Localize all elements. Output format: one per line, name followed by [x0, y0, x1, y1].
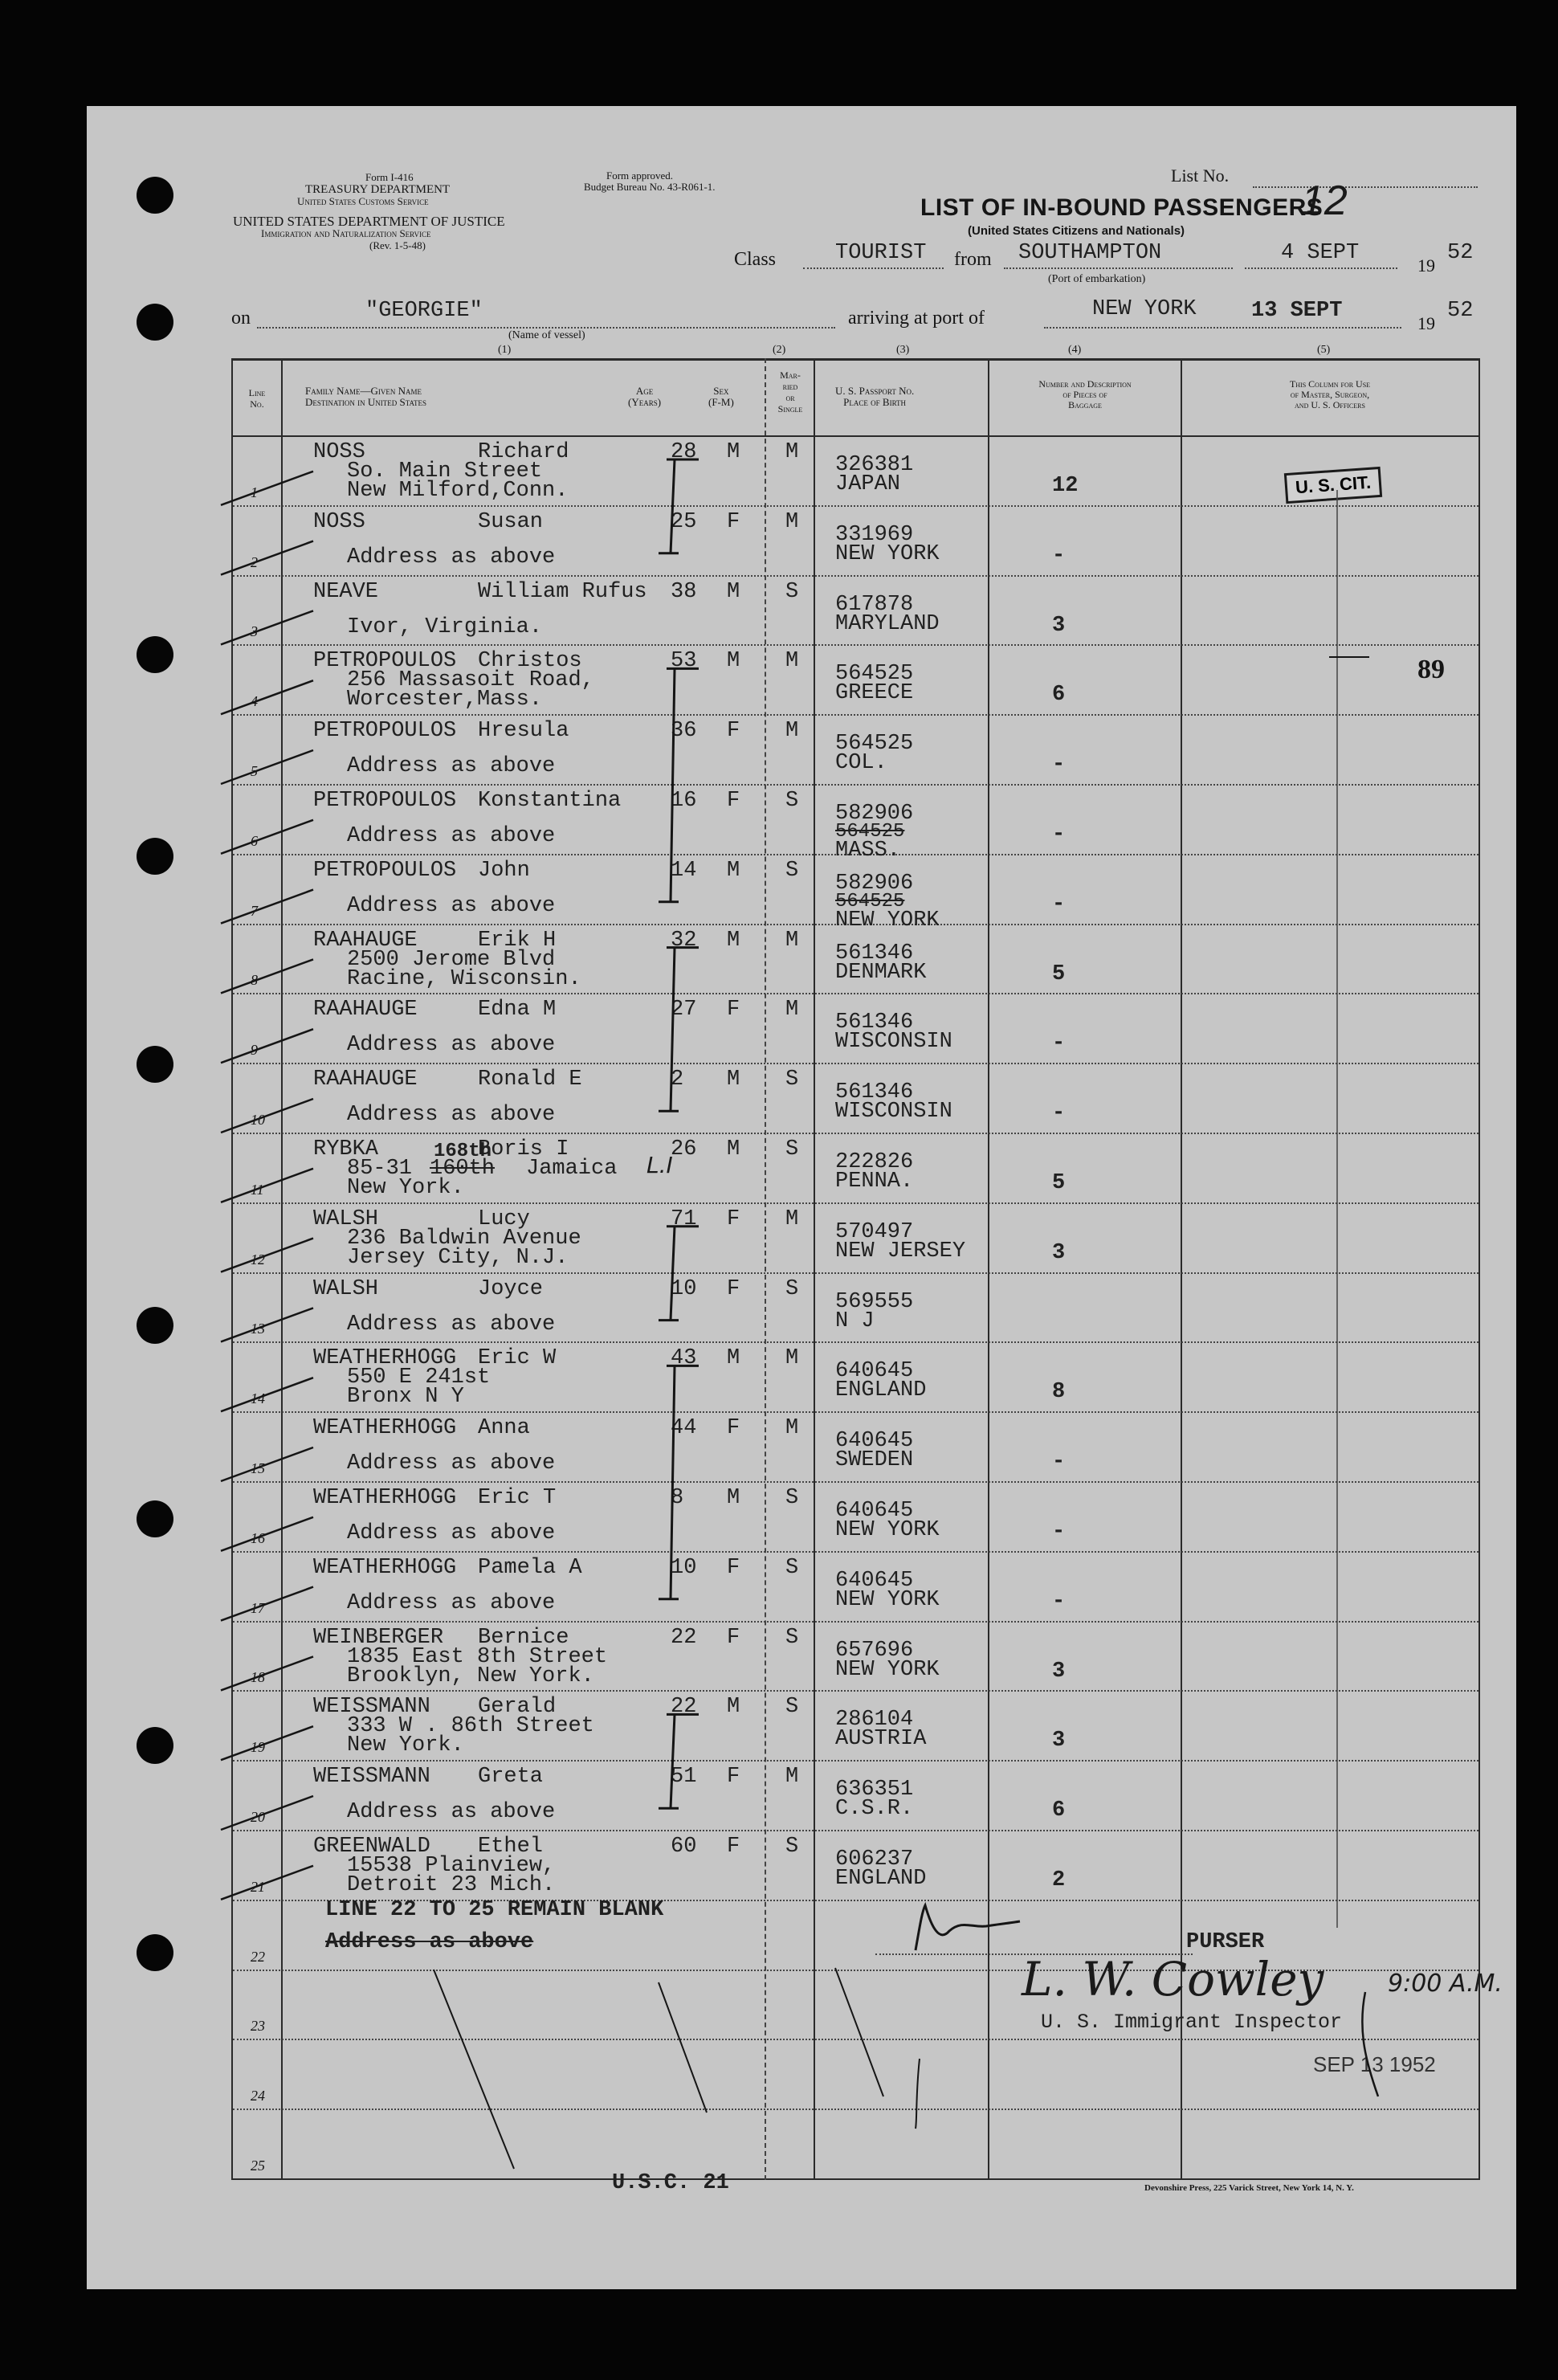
- place-of-birth: WISCONSIN: [835, 1030, 952, 1054]
- given-name: Ethel: [478, 1835, 544, 1859]
- passport-number: 606237: [835, 1847, 914, 1872]
- arrival-year: 52: [1447, 299, 1474, 323]
- passport-number: 640645: [835, 1569, 914, 1593]
- address-line: Address as above: [347, 1103, 556, 1127]
- revision: (Rev. 1-5-48): [369, 239, 426, 251]
- marital-status: M: [785, 1346, 799, 1370]
- given-name: Richard: [478, 440, 569, 464]
- sex: M: [727, 1486, 740, 1510]
- marital-status: S: [785, 1835, 799, 1859]
- port-of-embarkation: SOUTHAMPTON: [1018, 241, 1162, 265]
- given-name: Edna M: [478, 998, 557, 1022]
- baggage-count: -: [1052, 1590, 1066, 1614]
- address-line: Address as above: [347, 1451, 556, 1476]
- justice-dept: UNITED STATES DEPARTMENT OF JUSTICE: [233, 214, 505, 229]
- address-line: Address as above: [347, 894, 556, 918]
- passenger-count: 89: [1417, 655, 1445, 684]
- marital-status: S: [785, 1486, 799, 1510]
- address-line: New York.: [347, 1733, 464, 1757]
- age: 25: [671, 510, 697, 534]
- sex: M: [727, 1695, 740, 1719]
- line-number: 8: [251, 972, 258, 988]
- given-name: Konstantina: [478, 789, 622, 813]
- marital-status: M: [785, 649, 799, 673]
- sex: F: [727, 1765, 740, 1789]
- given-name: Erik H: [478, 929, 557, 953]
- age: 14: [671, 859, 697, 883]
- address-line: 1835 East 8th Street: [347, 1645, 608, 1669]
- col-num: (2): [773, 344, 786, 356]
- address-line: Racine, Wisconsin.: [347, 967, 581, 991]
- header-officers: This Column for Use of Master, Surgeon, and U. S. Officers: [1289, 378, 1371, 410]
- passport-number: 640645: [835, 1429, 914, 1453]
- sex: M: [727, 1068, 740, 1092]
- baggage-count: 12: [1052, 474, 1079, 498]
- year-prefix: 19: [1417, 255, 1435, 276]
- sex: F: [727, 998, 740, 1022]
- address-line: So. Main Street: [347, 459, 543, 484]
- sex: M: [727, 1137, 740, 1161]
- passport-number: 582906: [835, 802, 914, 826]
- baggage-count: 3: [1052, 1659, 1066, 1684]
- passport-number: 561346: [835, 1010, 914, 1035]
- given-name: William Rufus: [478, 580, 647, 604]
- given-name: Gerald: [478, 1695, 557, 1719]
- family-name: PETROPOULOS: [313, 719, 457, 743]
- address-struck: 160th: [430, 1157, 496, 1181]
- arriving-label: arriving at port of: [848, 308, 985, 329]
- family-name: WEATHERHOGG: [313, 1346, 457, 1370]
- address-line: Address as above: [347, 1591, 556, 1615]
- age: 26: [671, 1137, 697, 1161]
- place-of-birth: JAPAN: [835, 472, 901, 496]
- passport-number: 570497: [835, 1220, 914, 1244]
- sex: F: [727, 1556, 740, 1580]
- sex: M: [727, 649, 740, 673]
- place-of-birth: DENMARK: [835, 961, 927, 985]
- marital-status: S: [785, 1068, 799, 1092]
- family-name: NOSS: [313, 510, 365, 534]
- age: 60: [671, 1835, 697, 1859]
- sex: M: [727, 440, 740, 464]
- family-name: RAAHAUGE: [313, 929, 418, 953]
- passport-number: 222826: [835, 1150, 914, 1174]
- sex: F: [727, 719, 740, 743]
- arrival-port: NEW YORK: [1092, 297, 1197, 321]
- sex: F: [727, 1626, 740, 1650]
- family-name: RAAHAUGE: [313, 998, 418, 1022]
- line-number: 16: [251, 1530, 265, 1546]
- header-age: Age (Years): [628, 385, 662, 408]
- family-name: RYBKA: [313, 1137, 379, 1161]
- family-name: RAAHAUGE: [313, 1068, 418, 1092]
- baggage-count: -: [1052, 1031, 1066, 1055]
- embark-date: 4 SEPT: [1281, 241, 1360, 265]
- line-number: 24: [251, 2088, 265, 2104]
- passport-number: 331969: [835, 523, 914, 547]
- baggage-count: -: [1052, 823, 1066, 847]
- place-of-birth: WISCONSIN: [835, 1100, 952, 1124]
- baggage-count: -: [1052, 544, 1066, 568]
- family-name: NOSS: [313, 440, 365, 464]
- line-number: 9: [251, 1042, 258, 1058]
- line-number: 3: [251, 623, 258, 639]
- place-of-birth: SWEDEN: [835, 1448, 914, 1472]
- form-approved: Form approved.: [606, 169, 674, 182]
- struck-address: Address as above: [325, 1930, 534, 1954]
- marital-status: S: [785, 789, 799, 813]
- age: 27: [671, 998, 697, 1022]
- address-line: New Milford,Conn.: [347, 479, 569, 503]
- sex: F: [727, 1207, 740, 1231]
- family-name: WEATHERHOGG: [313, 1416, 457, 1440]
- baggage-count: 8: [1052, 1380, 1066, 1404]
- baggage-count: 6: [1052, 683, 1066, 707]
- header-line-no: Line No.: [248, 387, 266, 410]
- passport-number: 561346: [835, 1080, 914, 1104]
- sex: M: [727, 1346, 740, 1370]
- passport-number: 286104: [835, 1708, 914, 1732]
- baggage-count: -: [1052, 1520, 1066, 1544]
- address-line: Address as above: [347, 1033, 556, 1057]
- baggage-count: -: [1052, 892, 1066, 916]
- line-number: 1: [251, 484, 258, 500]
- line-number: 5: [251, 763, 258, 779]
- line-number: 23: [251, 2018, 265, 2034]
- budget-bureau: Budget Bureau No. 43-R061-1.: [584, 181, 716, 193]
- line-number: 6: [251, 833, 258, 849]
- given-name: Susan: [478, 510, 544, 534]
- line-number: 22: [251, 1949, 265, 1965]
- address-line: Address as above: [347, 754, 556, 778]
- age: 22: [671, 1626, 697, 1650]
- place-of-birth: C.S.R.: [835, 1797, 914, 1821]
- address-line: Address as above: [347, 1521, 556, 1545]
- col-num: (4): [1068, 344, 1082, 356]
- line-number: 2: [251, 554, 258, 570]
- address-line: 333 W . 86th Street: [347, 1714, 594, 1738]
- treasury-dept: TREASURY DEPARTMENT: [305, 183, 451, 196]
- marital-status: S: [785, 1137, 799, 1161]
- sex: F: [727, 1835, 740, 1859]
- family-name: WEATHERHOGG: [313, 1556, 457, 1580]
- family-name: PETROPOULOS: [313, 789, 457, 813]
- age: 22: [671, 1695, 697, 1719]
- family-name: WEISSMANN: [313, 1765, 430, 1789]
- baggage-count: -: [1052, 753, 1066, 777]
- inspector-label: U. S. Immigrant Inspector: [1041, 2011, 1343, 2034]
- address-rest: Jamaica: [526, 1157, 618, 1181]
- family-name: WEINBERGER: [313, 1626, 444, 1650]
- col-num: (5): [1317, 344, 1331, 356]
- given-name: Hresula: [478, 719, 569, 743]
- marital-status: M: [785, 929, 799, 953]
- sex: M: [727, 929, 740, 953]
- customs-service: United States Customs Service: [297, 195, 429, 207]
- line-number: 19: [251, 1739, 265, 1755]
- sex: M: [727, 859, 740, 883]
- passport-number: 564525: [835, 662, 914, 686]
- address-line: 550 E 241st: [347, 1366, 491, 1390]
- age: 51: [671, 1765, 697, 1789]
- age: 16: [671, 789, 697, 813]
- date-stamp: SEP 13 1952: [1313, 2052, 1436, 2076]
- address-line: Address as above: [347, 545, 556, 569]
- age: 71: [671, 1207, 697, 1231]
- address-line: 15538 Plainview,: [347, 1854, 556, 1878]
- baggage-count: 5: [1052, 1171, 1066, 1195]
- marital-status: S: [785, 1695, 799, 1719]
- year-prefix-2: 19: [1417, 313, 1435, 333]
- line-number: 14: [251, 1390, 265, 1406]
- place-of-birth: ENGLAND: [835, 1867, 927, 1891]
- marital-status: S: [785, 1277, 799, 1301]
- passport-number: 561346: [835, 941, 914, 965]
- place-of-birth: GREECE: [835, 681, 914, 705]
- class-label: Class: [734, 249, 777, 270]
- family-name: WEATHERHOGG: [313, 1486, 457, 1510]
- age: 32: [671, 929, 697, 953]
- place-of-birth: NEW YORK: [835, 542, 940, 566]
- family-name: WEISSMANN: [313, 1695, 430, 1719]
- family-name: WALSH: [313, 1277, 379, 1301]
- age: 38: [671, 580, 697, 604]
- place-of-birth: N J: [835, 1309, 875, 1333]
- address-line: Address as above: [347, 824, 556, 848]
- address-line: 85-31: [347, 1157, 413, 1181]
- place-of-birth: MASS.: [835, 839, 901, 863]
- address-line: Jersey City, N.J.: [347, 1246, 569, 1270]
- family-name: WALSH: [313, 1207, 379, 1231]
- age: 43: [671, 1346, 697, 1370]
- given-name: Pamela A: [478, 1556, 582, 1580]
- marital-status: M: [785, 998, 799, 1022]
- header-name: Family Name—Given Name Destination in United States: [305, 385, 427, 408]
- place-of-birth: ENGLAND: [835, 1378, 927, 1402]
- form-title: LIST OF IN-BOUND PASSENGERS: [920, 194, 1323, 221]
- marital-status: S: [785, 1556, 799, 1580]
- given-name: Christos: [478, 649, 582, 673]
- address-line: Bronx N Y: [347, 1385, 464, 1409]
- form-subtitle: (United States Citizens and Nationals): [968, 224, 1185, 238]
- age: 2: [671, 1068, 684, 1092]
- line-number: 7: [251, 903, 258, 919]
- col-num: (1): [498, 344, 512, 356]
- marital-status: M: [785, 719, 799, 743]
- passport-number: 617878: [835, 593, 914, 617]
- address-line: Ivor, Virginia.: [347, 615, 543, 639]
- baggage-count: 3: [1052, 1241, 1066, 1265]
- given-name: John: [478, 859, 530, 883]
- place-of-birth: NEW YORK: [835, 1588, 940, 1612]
- passport-number-struck: 564525: [835, 891, 905, 912]
- address-line: Worcester,Mass.: [347, 688, 543, 712]
- col-num: (3): [896, 344, 910, 356]
- passport-number-struck: 564525: [835, 821, 905, 843]
- printer-imprint: Devonshire Press, 225 Varick Street, New York 14, N. Y.: [1144, 2183, 1354, 2193]
- given-name: Bernice: [478, 1626, 569, 1650]
- address-line: Brooklyn, New York.: [347, 1664, 594, 1688]
- address-line: Address as above: [347, 1800, 556, 1824]
- address-line: 236 Baldwin Avenue: [347, 1227, 581, 1251]
- sex: F: [727, 510, 740, 534]
- passport-number: 657696: [835, 1639, 914, 1663]
- given-name: Greta: [478, 1765, 544, 1789]
- on-label: on: [231, 308, 251, 329]
- header-married: Mar- ried or Single: [777, 369, 803, 414]
- blank-lines-note: LINE 22 TO 25 REMAIN BLANK: [325, 1898, 664, 1922]
- marital-status: S: [785, 1626, 799, 1650]
- passport-number: 640645: [835, 1499, 914, 1523]
- vessel-name: "GEORGIE": [365, 299, 483, 323]
- marital-status: S: [785, 580, 799, 604]
- passport-number: 640645: [835, 1359, 914, 1383]
- passport-number: 564525: [835, 732, 914, 756]
- baggage-count: 2: [1052, 1868, 1066, 1892]
- line-number: 12: [251, 1251, 265, 1268]
- header-passport: U. S. Passport No. Place of Birth: [835, 385, 915, 408]
- class-value: TOURIST: [835, 241, 927, 265]
- place-of-birth: NEW YORK: [835, 1518, 940, 1542]
- family-name: PETROPOULOS: [313, 859, 457, 883]
- line-number: 11: [251, 1182, 264, 1198]
- list-no-label: List No.: [1171, 165, 1230, 186]
- place-of-birth: AUSTRIA: [835, 1727, 927, 1751]
- inspector-signature: L. W. Cowley: [1022, 1952, 1324, 2006]
- ins-service: Immigration and Naturalization Service: [261, 227, 431, 239]
- form-number: Form I-416: [365, 171, 414, 183]
- marital-status: M: [785, 1765, 799, 1789]
- address-note: L.I: [646, 1152, 673, 1178]
- line-number: 18: [251, 1669, 265, 1685]
- form-usc: U.S.C. 21: [612, 2171, 729, 2195]
- baggage-count: 5: [1052, 962, 1066, 986]
- address-line: 256 Massasoit Road,: [347, 668, 594, 692]
- marital-status: M: [785, 510, 799, 534]
- address-line: New York.: [347, 1176, 464, 1200]
- sex: M: [727, 580, 740, 604]
- header-sex: Sex (F-M): [708, 385, 734, 408]
- marital-status: M: [785, 1207, 799, 1231]
- marital-status: M: [785, 440, 799, 464]
- given-name: Joyce: [478, 1277, 544, 1301]
- given-name: Eric T: [478, 1486, 557, 1510]
- baggage-count: 6: [1052, 1798, 1066, 1823]
- purser-label: PURSER: [1186, 1930, 1265, 1954]
- line-number: 13: [251, 1321, 265, 1337]
- passport-number: 326381: [835, 453, 914, 477]
- marital-status: S: [785, 859, 799, 883]
- from-label: from: [954, 249, 992, 270]
- line-number: 21: [251, 1879, 265, 1895]
- given-name: Anna: [478, 1416, 530, 1440]
- place-of-birth: NEW YORK: [835, 908, 940, 933]
- line-number: 4: [251, 693, 258, 709]
- baggage-count: 3: [1052, 614, 1066, 638]
- given-name: Boris I: [478, 1137, 569, 1161]
- given-name: Ronald E: [478, 1068, 582, 1092]
- address-line: 2500 Jerome Blvd: [347, 948, 556, 972]
- header-baggage: Number and Description of Pieces of Baggage: [1038, 378, 1132, 410]
- sex: F: [727, 1416, 740, 1440]
- given-name: Eric W: [478, 1346, 557, 1370]
- place-of-birth: NEW JERSEY: [835, 1239, 966, 1263]
- baggage-count: -: [1052, 1450, 1066, 1474]
- baggage-count: 3: [1052, 1729, 1066, 1753]
- age: 10: [671, 1277, 697, 1301]
- place-of-birth: NEW YORK: [835, 1658, 940, 1682]
- age: 44: [671, 1416, 697, 1440]
- passport-number: 636351: [835, 1778, 914, 1802]
- place-of-birth: MARYLAND: [835, 612, 940, 636]
- port-embark-caption: (Port of embarkation): [1048, 273, 1146, 285]
- address-line: Detroit 23 Mich.: [347, 1873, 556, 1897]
- passport-number: 582906: [835, 872, 914, 896]
- line-number: 17: [251, 1600, 265, 1616]
- marital-status: M: [785, 1416, 799, 1440]
- sex: F: [727, 1277, 740, 1301]
- vessel-caption: (Name of vessel): [508, 329, 585, 341]
- age: 53: [671, 649, 697, 673]
- passport-number: 569555: [835, 1290, 914, 1314]
- line-number: 25: [251, 2158, 265, 2174]
- family-name: GREENWALD: [313, 1835, 430, 1859]
- sex: F: [727, 789, 740, 813]
- age: 28: [671, 440, 697, 464]
- arrival-date: 13 SEPT: [1251, 299, 1343, 323]
- given-name: Lucy: [478, 1207, 530, 1231]
- place-of-birth: PENNA.: [835, 1170, 914, 1194]
- family-name: PETROPOULOS: [313, 649, 457, 673]
- embark-year: 52: [1447, 241, 1474, 265]
- line-number: 10: [251, 1112, 265, 1128]
- family-name: NEAVE: [313, 580, 379, 604]
- address-insert: 168th: [434, 1141, 492, 1162]
- age: 10: [671, 1556, 697, 1580]
- line-number: 15: [251, 1460, 265, 1476]
- line-number: 20: [251, 1809, 265, 1825]
- signature-time: 9:00 A.M.: [1388, 1970, 1503, 1998]
- baggage-count: -: [1052, 1101, 1066, 1125]
- address-line: Address as above: [347, 1312, 556, 1337]
- place-of-birth: COL.: [835, 751, 887, 775]
- list-no-value: 12: [1301, 178, 1348, 224]
- us-citizen-stamp: U. S. CIT.: [1284, 467, 1382, 504]
- age: 8: [671, 1486, 684, 1510]
- age: 36: [671, 719, 697, 743]
